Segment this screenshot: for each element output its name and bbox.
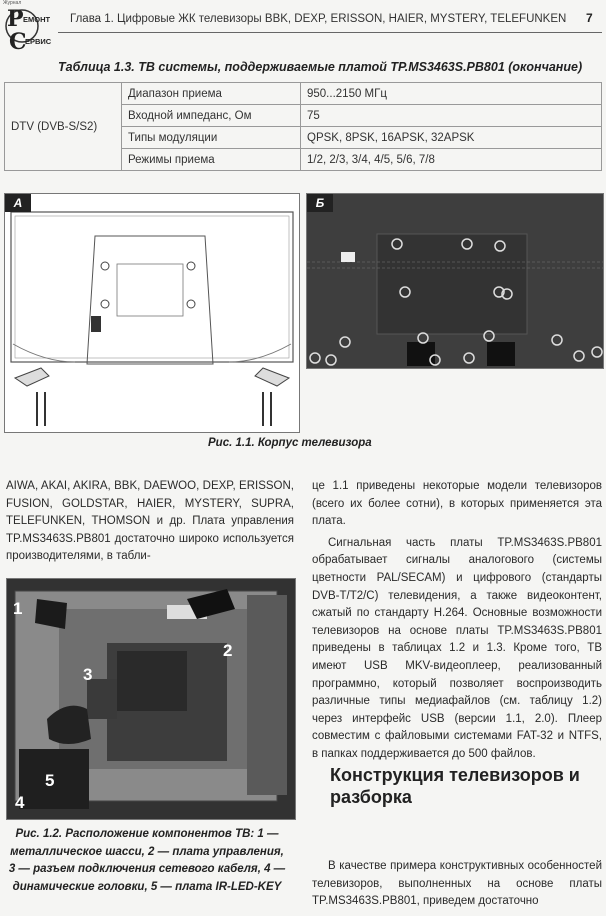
header-rule (58, 32, 602, 33)
marker-3: 3 (83, 665, 93, 684)
tv-rear-panel (307, 194, 603, 368)
marker-4: 4 (15, 793, 25, 812)
tv-rear-outline (5, 194, 299, 432)
tv-systems-table (4, 82, 602, 171)
table-row (5, 83, 602, 105)
figure-label-a: А (5, 194, 31, 212)
table-cell-param: Типы модуляции (122, 127, 301, 149)
remont-servis-logo (2, 0, 54, 56)
figure-1-caption: Рис. 1.1. Корпус телевизора (208, 437, 372, 449)
table-cell-value: 1/2, 2/3, 3/4, 4/5, 5/6, 7/8 (301, 149, 602, 171)
section-title: Конструкция телевизоров и разборка (330, 765, 580, 807)
body-text-right (312, 478, 602, 764)
marker-1: 1 (13, 599, 23, 618)
table-caption: Таблица 1.3. ТВ системы, поддерживаемые платой TP.MS3463S.PB801 (окончание) (58, 60, 583, 74)
tv-components-photo (6, 578, 296, 820)
table-cell-value: 950...2150 МГц (301, 83, 602, 105)
table-cell-param: Входной импеданс, Ом (122, 105, 301, 127)
figure-2-caption: Рис. 1.2. Расположение компонентов ТВ: 1 — металлическое шасси, 2 — плата управления, 3 — разъем подключения сетевого кабеля, 4 — динамические головки, 5 — плата IR-LED-KEY (8, 828, 286, 893)
section-intro-text: В качестве примера конструктивных особенностей телевизоров, выполненных на основе платы TP.MS3463S.PB801, приведем достаточно (312, 860, 602, 908)
paragraph-continuation: це 1.1 приведены некоторые модели телевизоров (всего их более сотни), в которых применяется эта плата. (312, 480, 602, 528)
table-cell-param: Режимы приема (122, 149, 301, 171)
table-cell-param: Диапазон приема (122, 83, 301, 105)
tv-rear-drawing (4, 193, 300, 433)
paragraph-signal-part: Сигнальная часть платы TP.MS3463S.PB801 обрабатывает сигналы аналогового (системы цветности PAL/SECAM) и цифрового (стандарты DVB-T/T2/C) телевидения, а также видеоконтент, сжатый по стандарту H.264. Основные возможности телевизоров на основе платы TP.MS3463S.PB801 приведены в таблицах 1.2 и 1.3. Кроме того, ТВ имеют USB MKV-видеоплеер, реализованный программно, который позволяет воспроизводить различные типы медиафайлов (см. таблицу 1.2) через интерфейс USB (версии 1.1, 2.0). Плеер совместим с файловыми системами FAT-32 и NTFS, в папках поддерживается до 500 файлов. (312, 536, 602, 760)
logo-word-1: ЕМОНТ (23, 15, 51, 24)
table-cell-value: QPSK, 8PSK, 16APSK, 32APSK (301, 127, 602, 149)
magazine-label: Журнал (3, 0, 22, 6)
logo-word-2: ЕРВИС (25, 37, 52, 46)
marker-5: 5 (45, 771, 55, 790)
tv-rear-photo (306, 193, 604, 369)
chapter-title: Глава 1. Цифровые ЖК телевизоры BBK, DEXP, ERISSON, HAIER, MYSTERY, TELEFUNKEN (70, 13, 567, 25)
marker-2: 2 (223, 641, 233, 660)
table-cell-system: DTV (DVB-S/S2) (5, 83, 122, 171)
table-cell-value: 75 (301, 105, 602, 127)
logo-letter-s: С (9, 29, 27, 55)
body-text-left: AIWA, AKAI, AKIRA, BBK, DAEWOO, DEXP, ERISSON, FUSION, GOLDSTAR, HAIER, MYSTERY, SUPRA, TELEFUNKEN, THOMSON и др. Плата управления TP.MS3463S.PB801 достаточно широко используется производителями, в табли- (6, 480, 294, 563)
page-number: 7 (586, 11, 593, 25)
logo-letter-r: Р (7, 6, 24, 32)
figure-label-b: Б (307, 194, 333, 212)
